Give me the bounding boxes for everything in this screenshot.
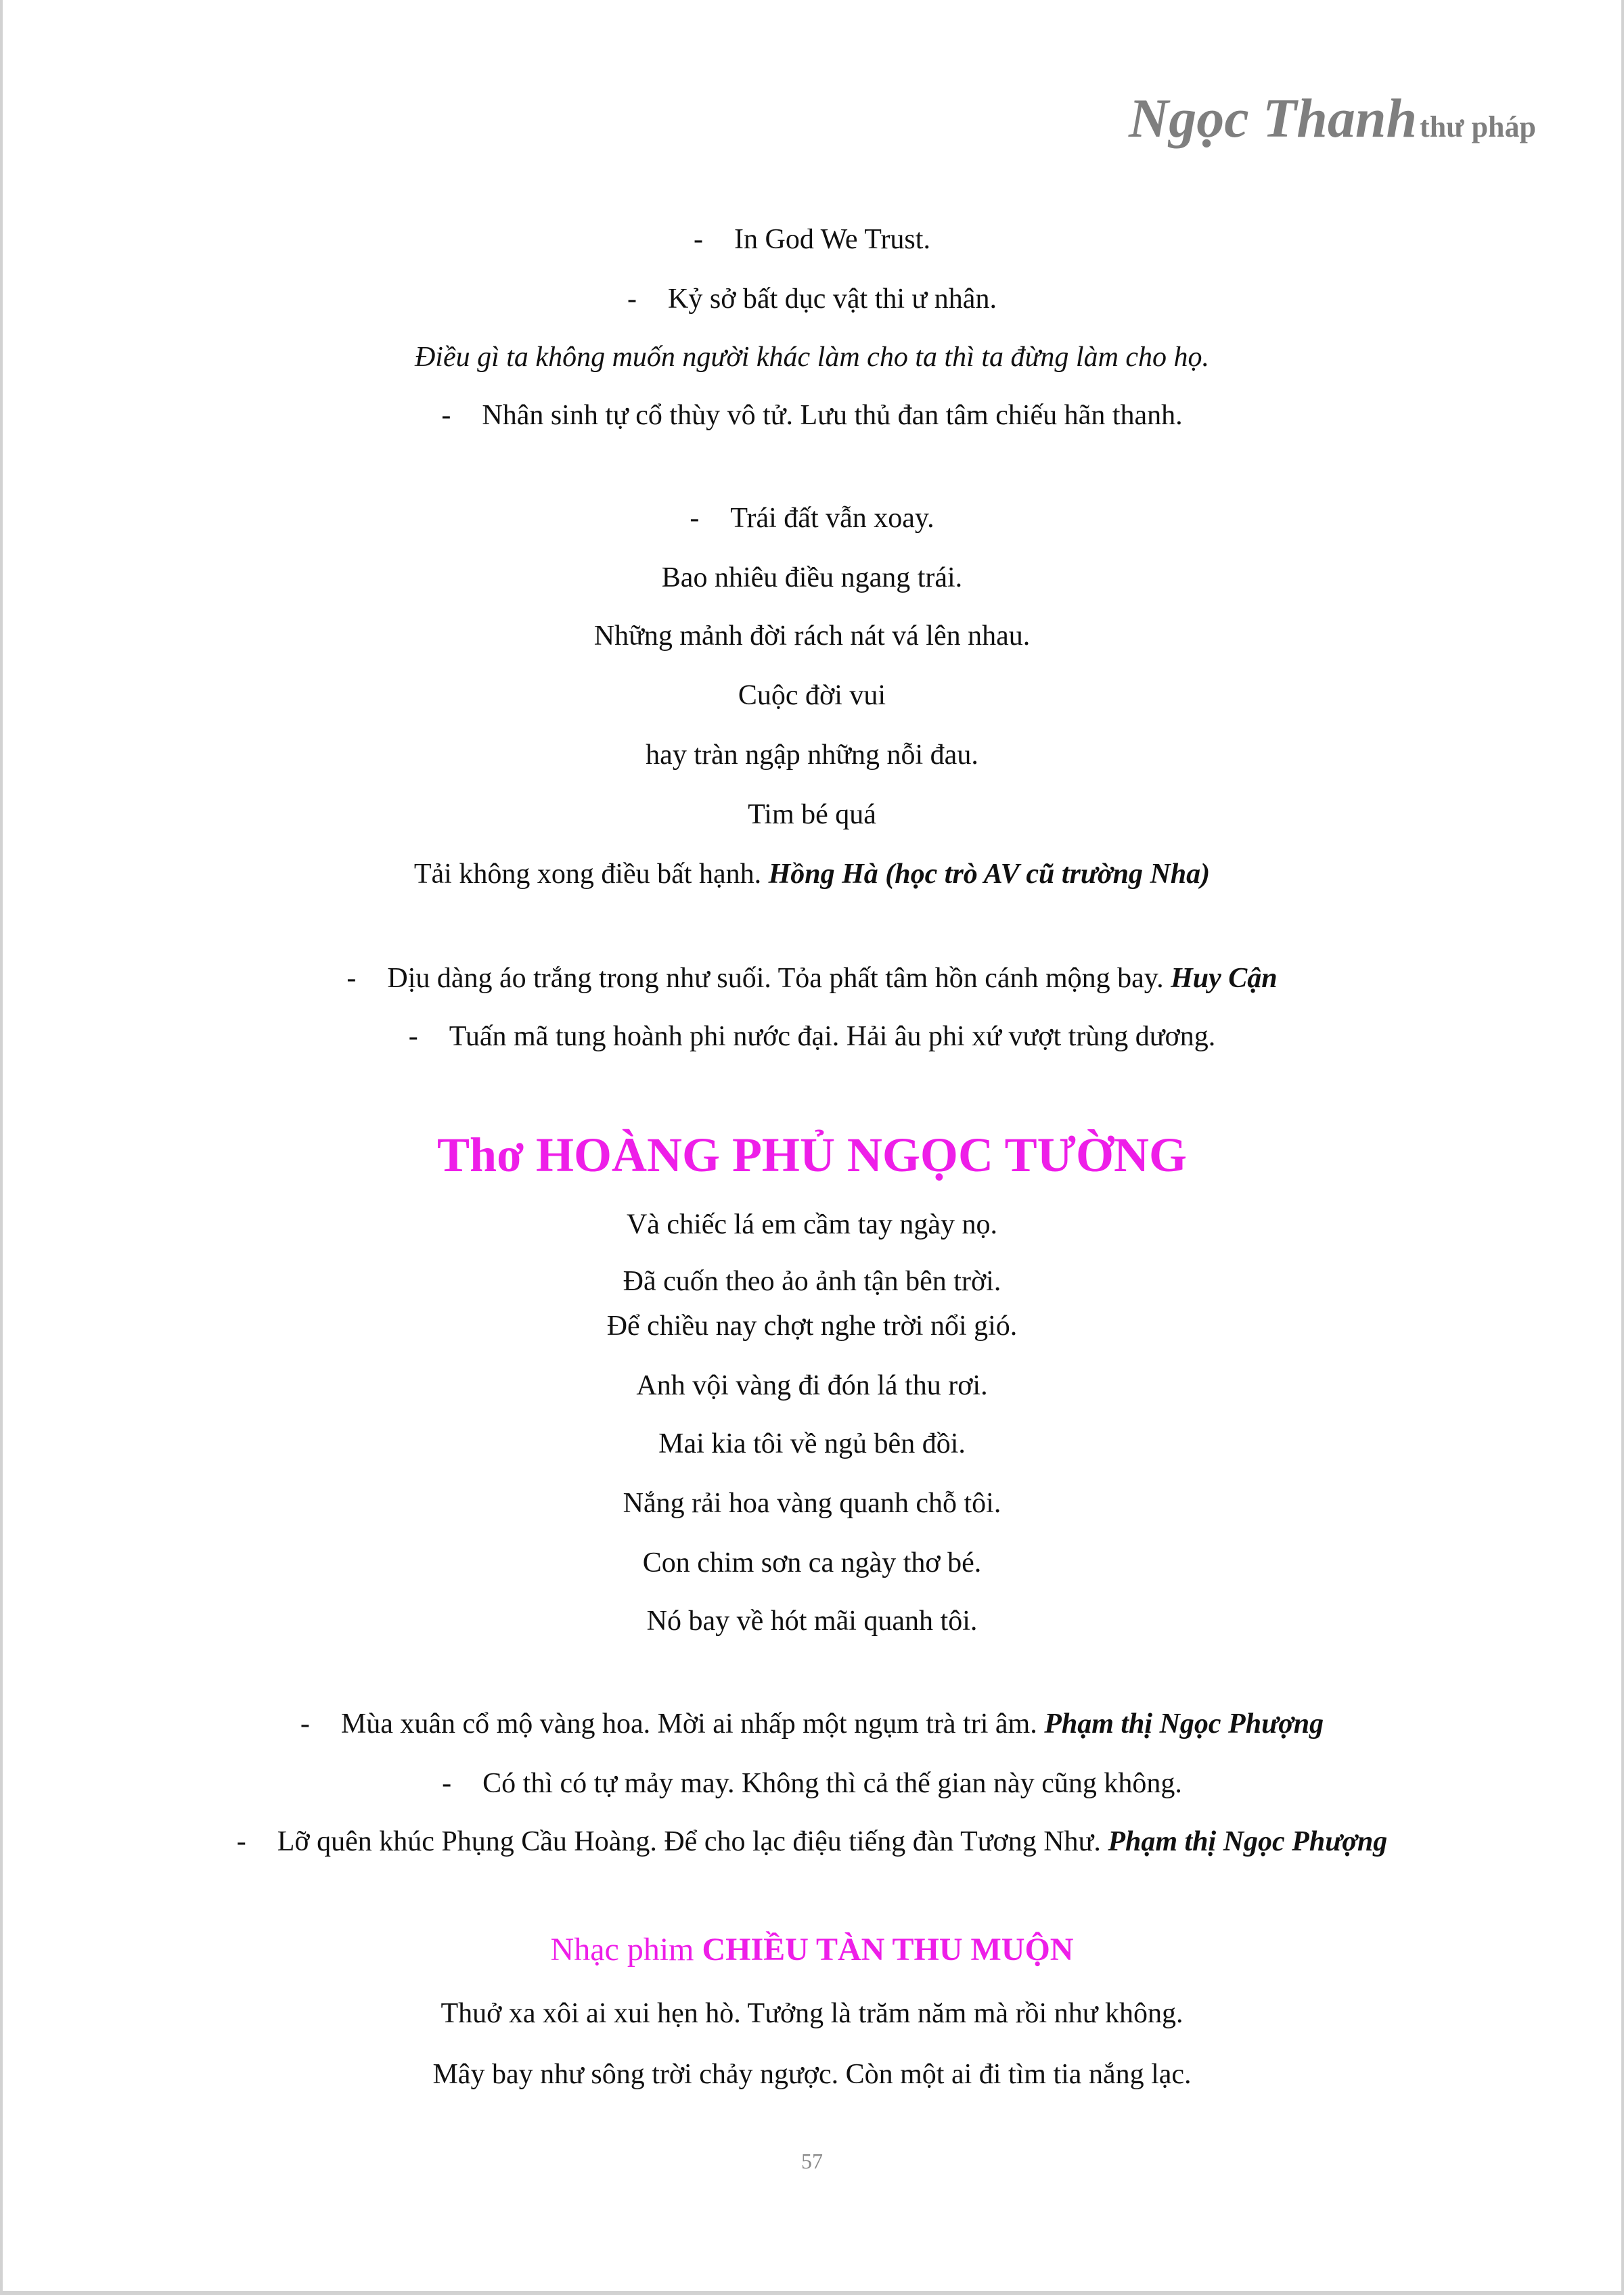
quote-line: - Tuấn mã tung hoành phi nước đại. Hải âu phi xứ vượt trùng dương. (408, 1021, 1216, 1052)
author-name: Huy Cận (1171, 963, 1278, 994)
quote-line: - Kỷ sở bất dục vật thi ư nhân. (627, 283, 997, 315)
poem-line: Tải không xong điều bất hạnh. Hồng Hà (học trò AV cũ trường Nha) (413, 859, 1211, 890)
quote-line: - Dịu dàng áo trắng trong như suối. Tỏa phất tâm hồn cánh mộng bay. Huy Cận (346, 963, 1278, 994)
page-header (0, 87, 1536, 150)
song-line: Thuở xa xôi ai xui hẹn hò. Tưởng là trăm năm mà rồi như không. (441, 1998, 1183, 2029)
poem-line: Tim bé quá (748, 799, 876, 830)
header-subtitle: thư pháp (1420, 110, 1536, 143)
poem-line: hay tràn ngập những nỗi đau. (646, 740, 978, 771)
poem-line: Và chiếc lá em cầm tay ngày nọ. (626, 1209, 998, 1240)
poem-line: Nắng rải hoa vàng quanh chỗ tôi. (623, 1488, 1001, 1519)
poem-line: Đã cuốn theo ảo ảnh tận bên trời. (623, 1266, 1001, 1297)
quote-line: - Lỡ quên khúc Phụng Cầu Hoàng. Để cho lạc điệu tiếng đàn Tương Như. Phạm thị Ngọc Phượng (236, 1826, 1388, 1857)
poem-line: Bao nhiêu điều ngang trái. (661, 562, 963, 593)
quote-line: - Có thì có tự mảy may. Không thì cả thế gian này cũng không. (442, 1768, 1182, 1799)
author-name: Phạm thị Ngọc Phượng (1044, 1708, 1324, 1740)
quote-translation: Điều gì ta không muốn người khác làm cho ta thì ta đừng làm cho họ. (414, 342, 1210, 373)
subheading-prefix: Nhạc phim (550, 1932, 694, 1968)
page-border-bottom (0, 2291, 1624, 2295)
author-name: Phạm thị Ngọc Phượng (1108, 1826, 1388, 1857)
poem-line: Để chiều nay chợt nghe trời nổi gió. (606, 1311, 1018, 1342)
poem-line: Anh vội vàng đi đón lá thu rơi. (636, 1370, 988, 1401)
poem-line: Nó bay về hót mãi quanh tôi. (646, 1606, 978, 1637)
page-number: 57 (801, 2149, 823, 2173)
song-line: Mây bay như sông trời chảy ngược. Còn một ai đi tìm tia nắng lạc. (432, 2059, 1192, 2090)
quote-line: - In God We Trust. (694, 224, 930, 255)
quote-line: - Mùa xuân cổ mộ vàng hoa. Mời ai nhấp một ngụm trà tri âm. Phạm thị Ngọc Phượng (300, 1708, 1324, 1740)
poem-line: Cuộc đời vui (738, 680, 886, 711)
section-heading: Thơ HOÀNG PHỦ NGỌC TƯỜNG (437, 1128, 1187, 1182)
header-brand: Ngọc Thanh (1129, 87, 1418, 149)
poem-line: Mai kia tôi về ngủ bên đồi. (658, 1428, 966, 1459)
poem-line: - Trái đất vẫn xoay. (690, 503, 934, 534)
poem-line: Con chim sơn ca ngày thơ bé. (642, 1547, 982, 1578)
quote-line: - Nhân sinh tự cổ thùy vô tử. Lưu thủ đan tâm chiếu hãn thanh. (441, 400, 1183, 431)
author-name: Hồng Hà (học trò AV cũ trường Nha) (768, 859, 1211, 890)
poem-line: Những mảnh đời rách nát vá lên nhau. (593, 620, 1031, 652)
section-subheading (0, 1930, 1624, 1970)
subheading-title: CHIỀU TÀN THU MUỘN (702, 1932, 1074, 1968)
